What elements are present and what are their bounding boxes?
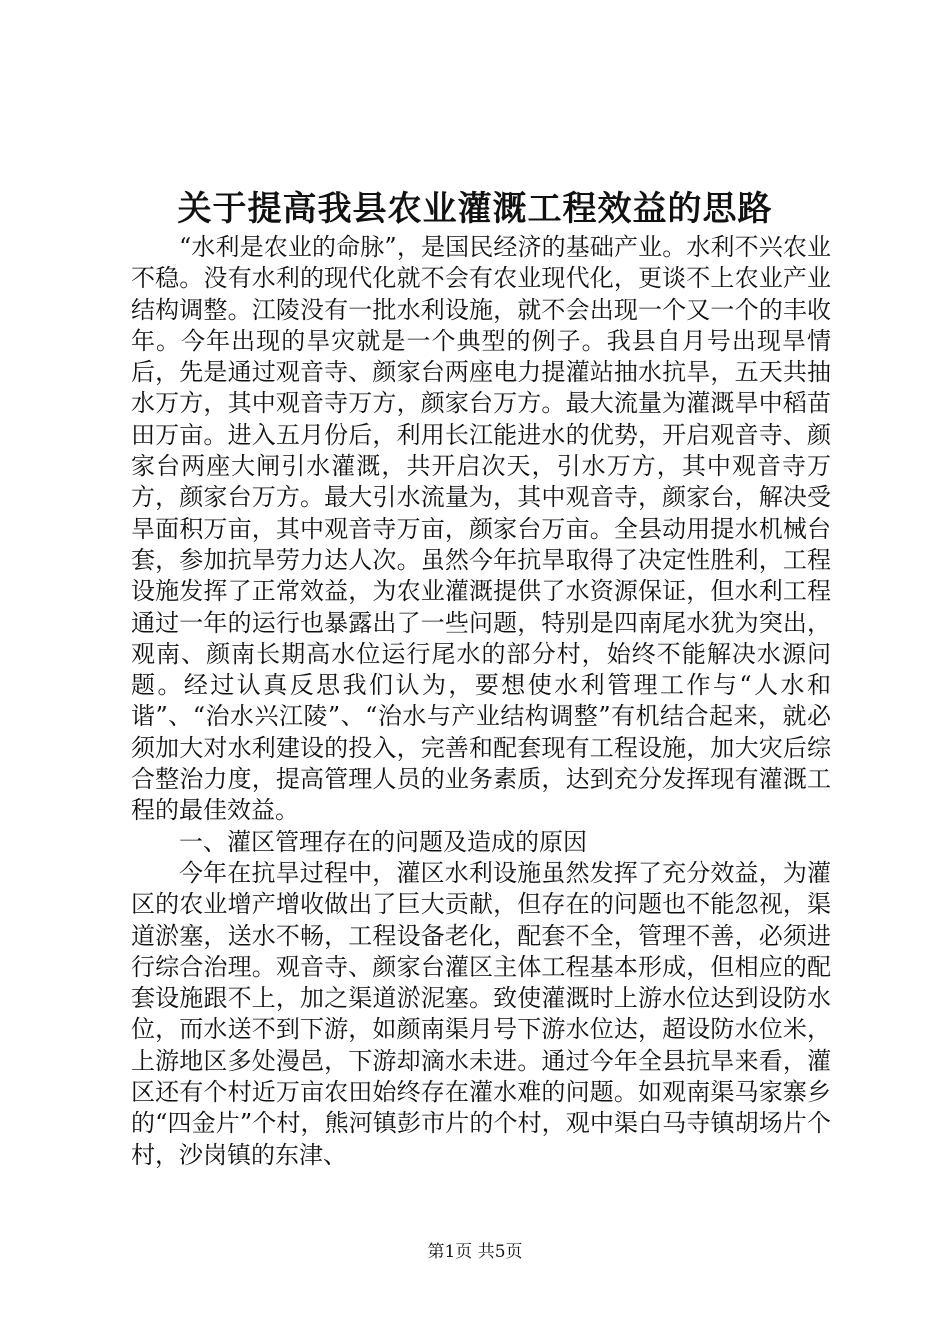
document-body — [131, 232, 831, 1171]
page-footer: 第1页 共5页 — [427, 1242, 523, 1262]
document-title: 关于提高我县农业灌溉工程效益的思路 — [177, 189, 773, 229]
body-paragraph: “水利是农业的命脉”，是国民经济的基础产业。水利不兴农业不稳。没有水利的现代化就不会有农业现代化，更谈不上农业产业结构调整。江陵没有一批水利设施，就不会出现一个又一个的丰收年。今年出现的旱灾就是一个典型的例子。我县自月号出现旱情后，先是通过观音寺、颜家台两座电力提灌站抽水抗旱，五天共抽水万方，其中观音寺万方，颜家台万方。最大流量为灌溉旱中稻苗田万亩。进入五月份后，利用长江能进水的优势，开启观音寺、颜家台两座大闸引水灌溉，共开启次天，引水万方，其中观音寺万方，颜家台万方。最大引水流量为，其中观音寺，颜家台，解决受旱面积万亩，其中观音寺万亩，颜家台万亩。全县动用提水机械台套，参加抗旱劳力达人次。虽然今年抗旱取得了决定性胜利，工程设施发挥了正常效益，为农业灌溉提供了水资源保证，但水利工程通过一年的运行也暴露出了一些问题，特别是四南尾水犹为突出，观南、颜南长期高水位运行尾水的部分村，始终不能解决水源问题。经过认真反思我们认为，要想使水利管理工作与“人水和谐”、“治水兴江陵”、“治水与产业结构调整”有机结合起来，就必须加大对水利建设的投入，完善和配套现有工程设施，加大灾后综合整治力度，提高管理人员的业务素质，达到充分发挥现有灌溉工程的最佳效益。 — [131, 233, 831, 825]
section-heading: 一、灌区管理存在的问题及造成的原因 — [179, 827, 587, 856]
body-paragraph: 今年在抗旱过程中，灌区水利设施虽然发挥了充分效益，为灌区的农业增产增收做出了巨大贡献，但存在的问题也不能忽视，渠道淤塞，送水不畅，工程设备老化，配套不全，管理不善，必须进行综合治理。观音寺、颜家台灌区主体工程基本形成，但相应的配套设施跟不上，加之渠道淤泥塞。致使灌溉时上游水位达到设防水位，而水送不到下游，如颜南渠月号下游水位达，超设防水位米，上游地区多处漫邑，下游却滴水未进。通过今年全县抗旱来看，灌区还有个村近万亩农田始终存在灌水难的问题。如观南渠马家寨乡的“四金片”个村，熊河镇彭市片的个村，观中渠白马寺镇胡场片个村，沙岗镇的东津、 — [131, 858, 831, 1169]
